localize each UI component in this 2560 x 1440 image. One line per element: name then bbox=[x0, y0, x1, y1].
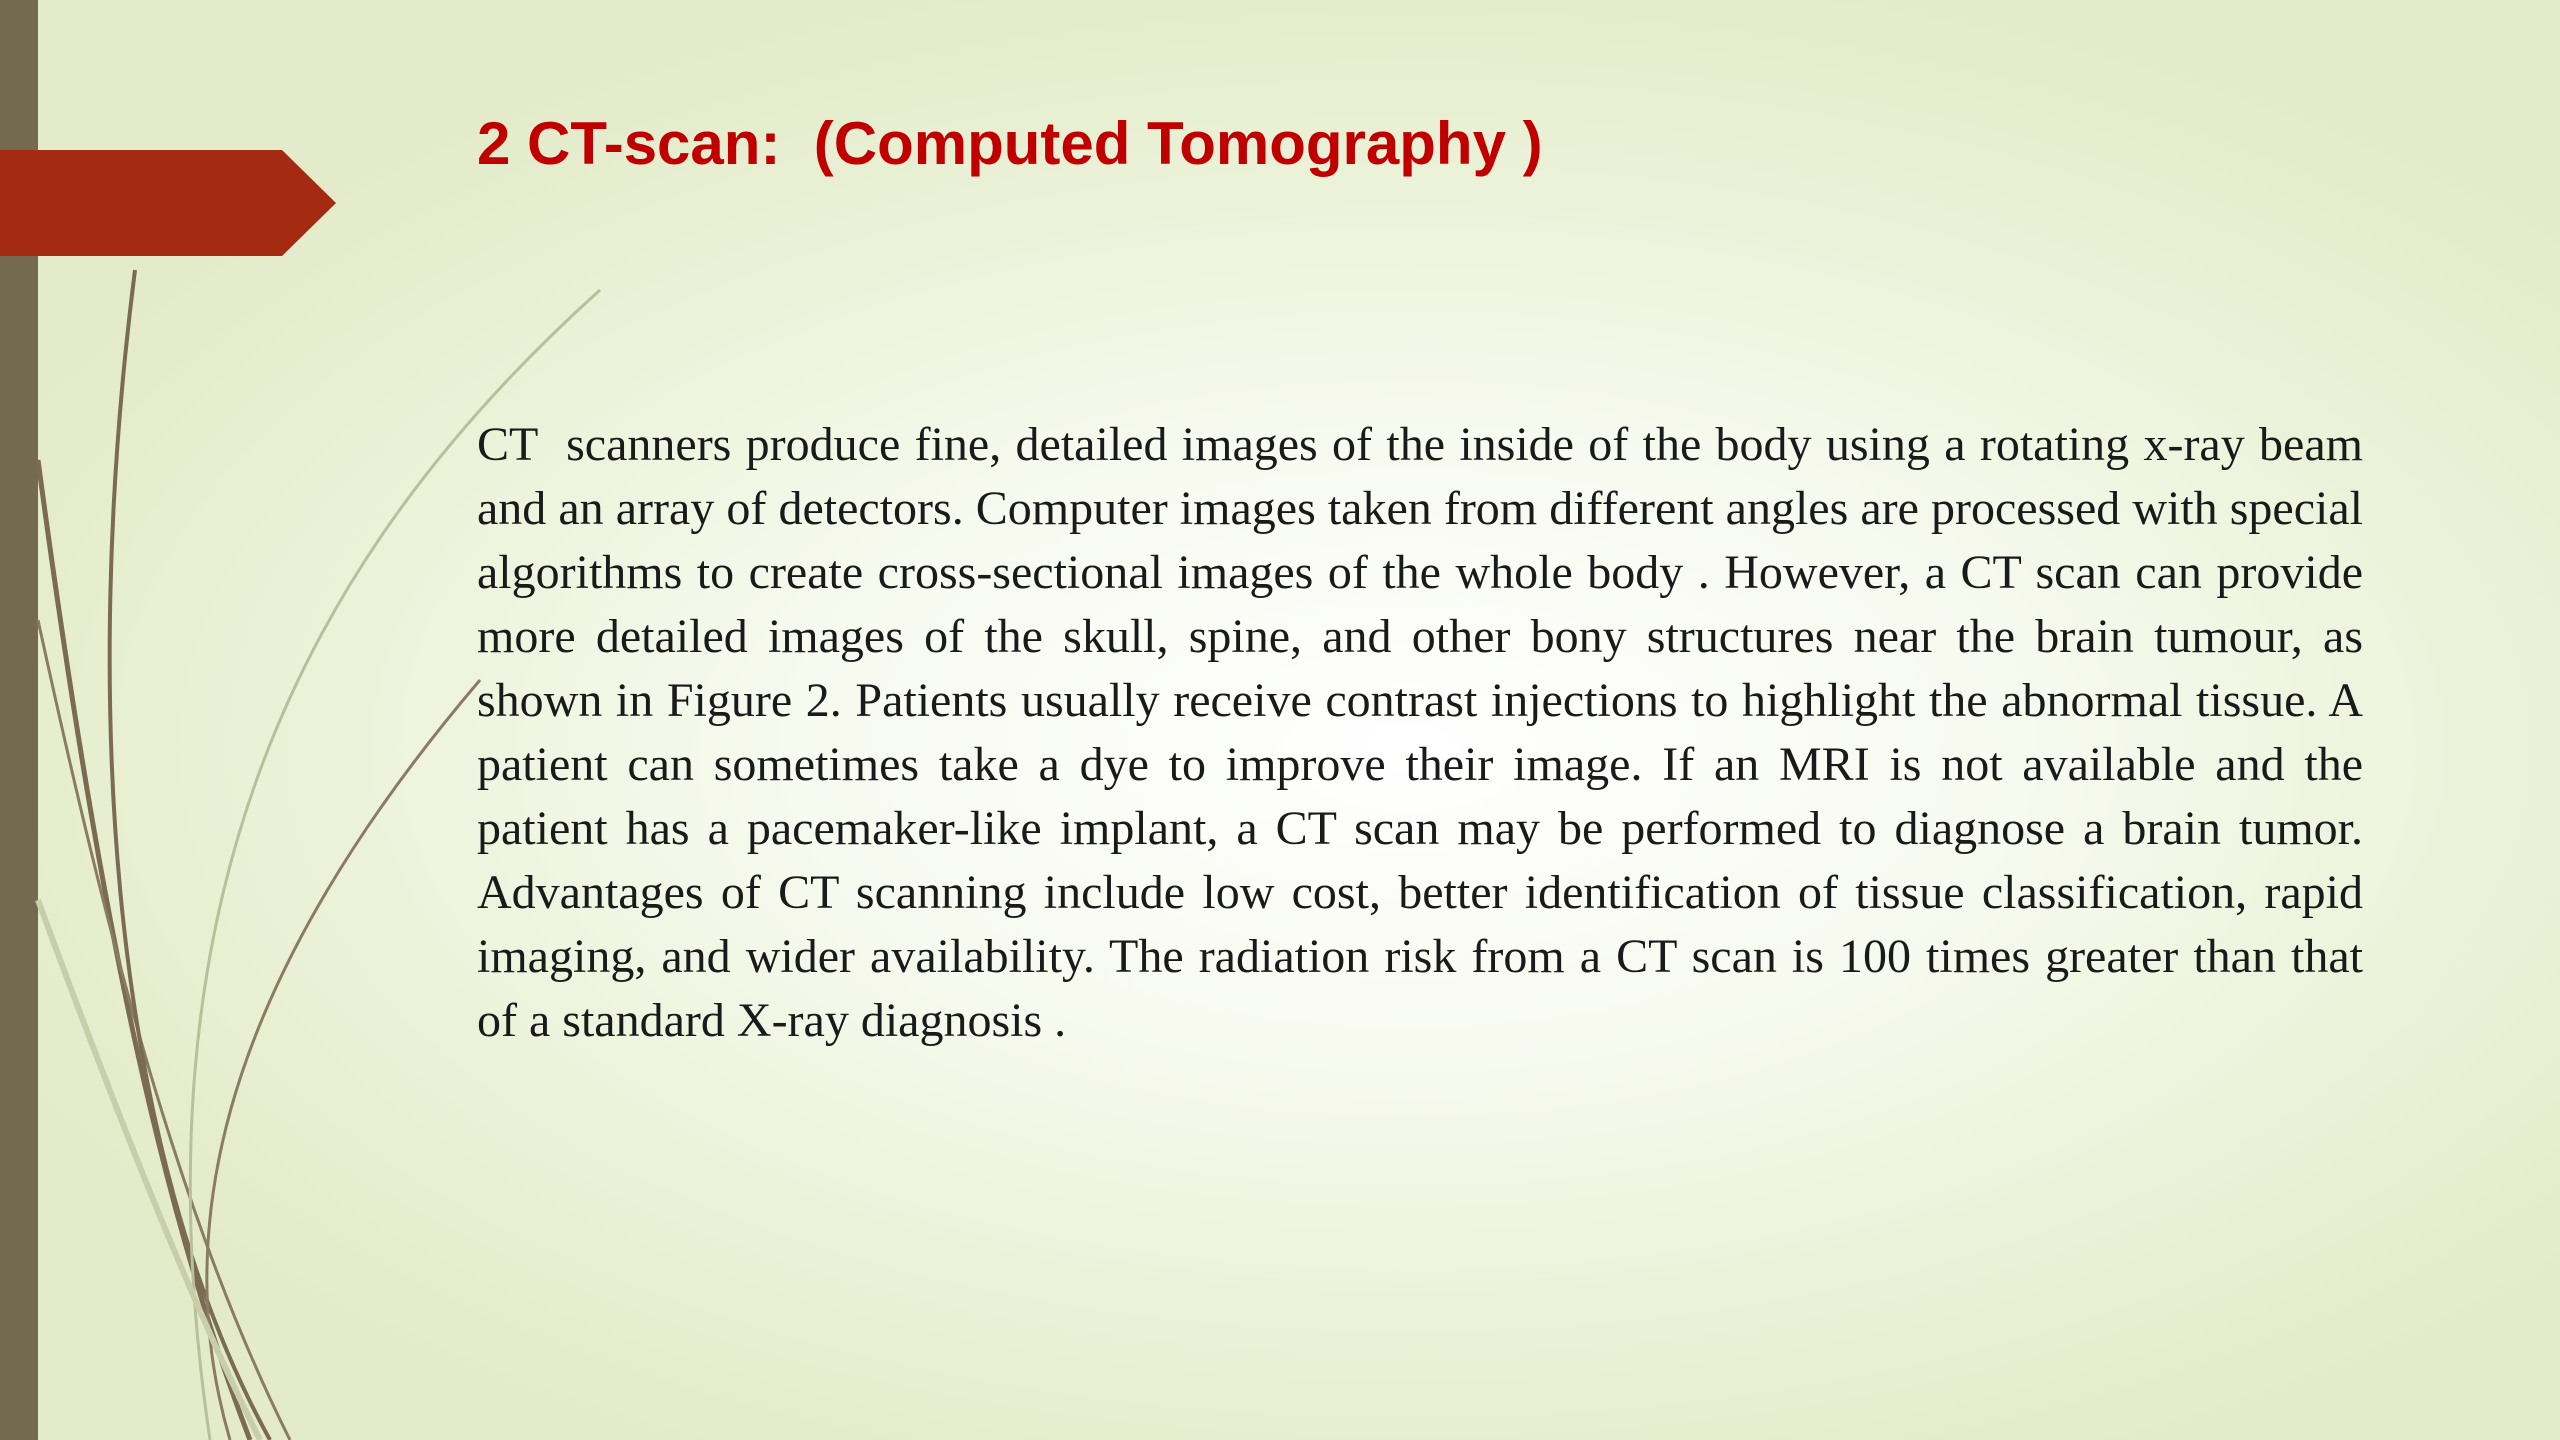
swirl-line-5 bbox=[207, 680, 480, 1440]
slide-title: 2 CT-scan: (Computed Tomography ) bbox=[477, 110, 1543, 177]
slide-body-text: CT scanners produce fine, detailed images of the inside of the body using a rotating x-ray beam and an array of detectors. Computer images taken from different angles are processed with special algorithms to create cross-sectional images of the whole body . However, a CT scan can provide more detailed images of the skull, spine, and other bony structures near the brain tumour, as shown in Figure 2. Patients usually receive contrast injections to highlight the abnormal tissue. A patient can sometimes take a dye to improve their image. If an MRI is not available and the patient has a pacemaker-like implant, a CT scan may be performed to diagnose a brain tumor. Advantages of CT scanning include low cost, better identification of tissue classification, rapid imaging, and wider availability. The radiation risk from a CT scan is 100 times greater than that of a standard X-ray diagnosis . bbox=[477, 418, 2375, 1047]
swirl-line-2 bbox=[38, 620, 290, 1440]
title-arrow-tab bbox=[0, 150, 336, 256]
swirl-line-6 bbox=[38, 900, 260, 1440]
swirl-line-1 bbox=[38, 460, 250, 1440]
